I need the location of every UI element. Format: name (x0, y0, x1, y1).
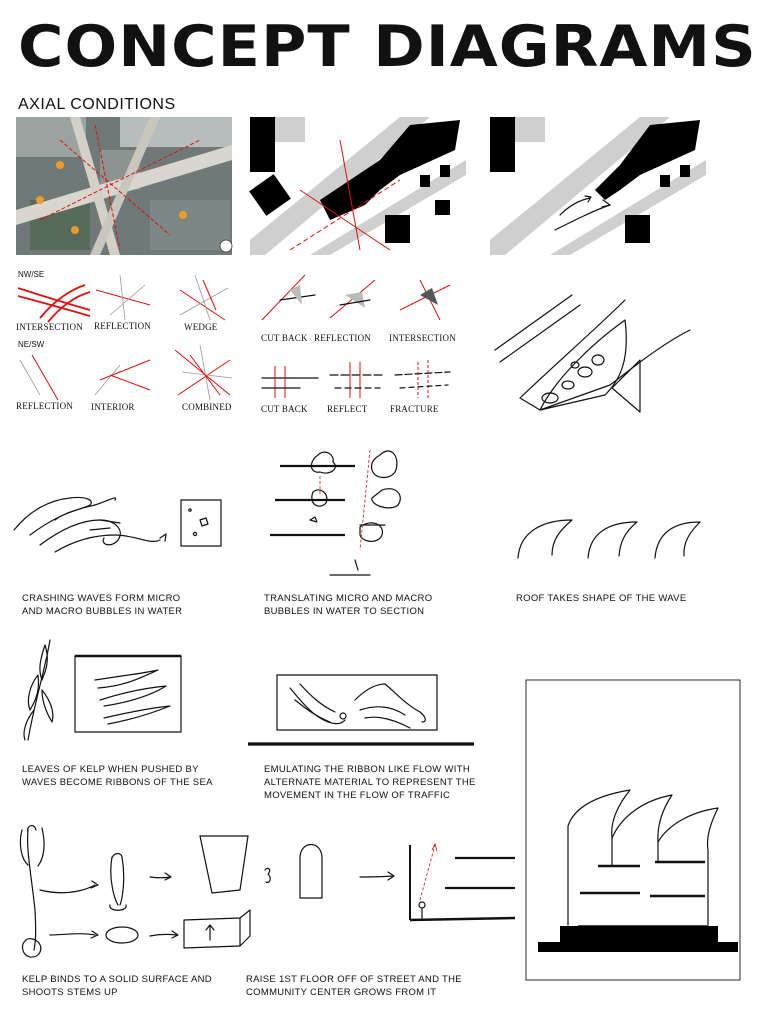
label-intersection-2: INTERSECTION (389, 333, 456, 343)
kelp-leaves-sketch (24, 640, 181, 740)
ribbon-flow-sketch (248, 675, 474, 744)
label-reflection-bottom: REFLECTION (16, 401, 73, 411)
label-reflection-2: REFLECTION (314, 333, 371, 343)
caption-roof: ROOF TAKES SHAPE OF THE WAVE (516, 593, 687, 604)
label-reflection-top: REFLECTION (94, 321, 151, 331)
caption-waves: CRASHING WAVES FORM MICRO AND MACRO BUBBLES IN WATER (22, 593, 183, 617)
caption-ribbon: EMULATING THE RIBBON LIKE FLOW WITH ALTERNATE MATERIAL TO REPRESENT THE MOVEMENT IN THE FLOW OF TRAFFIC (264, 764, 476, 801)
label-combined: COMBINED (182, 402, 232, 412)
page-title: CONCEPT DIAGRAMS (18, 12, 757, 80)
site-plan-sketch (495, 295, 690, 412)
caption-raise: RAISE 1ST FLOOR OFF OF STREET AND THE COMMUNITY CENTER GROWS FROM IT (246, 974, 462, 998)
crashing-waves-sketch (14, 497, 221, 552)
label-intersection: INTERSECTION (16, 322, 83, 332)
axis-diagrams-left-row2 (20, 345, 232, 400)
bubbles-section-sketch (270, 450, 400, 575)
label-wedge: WEDGE (184, 322, 218, 332)
kelp-binds-sketch (20, 826, 515, 958)
roof-wave-sketch (518, 520, 700, 558)
axis-diagrams-left (18, 275, 228, 322)
section-subtitle: AXIAL CONDITIONS (18, 96, 176, 113)
label-nw-se: NW/SE (18, 270, 45, 279)
label-ne-sw: NE/SW (18, 340, 45, 349)
label-interior: INTERIOR (91, 402, 135, 412)
label-cut-back-2: CUT BACK (261, 404, 308, 414)
label-reflect: REFLECT (327, 404, 368, 414)
label-cut-back-1: CUT BACK (261, 333, 308, 343)
aerial-map-photo (16, 117, 232, 255)
caption-bubbles: TRANSLATING MICRO AND MACRO BUBBLES IN WATER TO SECTION (264, 593, 433, 617)
final-building-elevation (526, 680, 740, 980)
figure-ground-plan-axes (249, 117, 466, 255)
figure-ground-plan-flow (490, 117, 706, 255)
caption-kelp-binds: KELP BINDS TO A SOLID SURFACE AND SHOOTS STEMS UP (22, 974, 212, 998)
label-fracture: FRACTURE (390, 404, 439, 414)
caption-kelp-leaves: LEAVES OF KELP WHEN PUSHED BY WAVES BECOME RIBBONS OF THE SEA (22, 764, 213, 788)
